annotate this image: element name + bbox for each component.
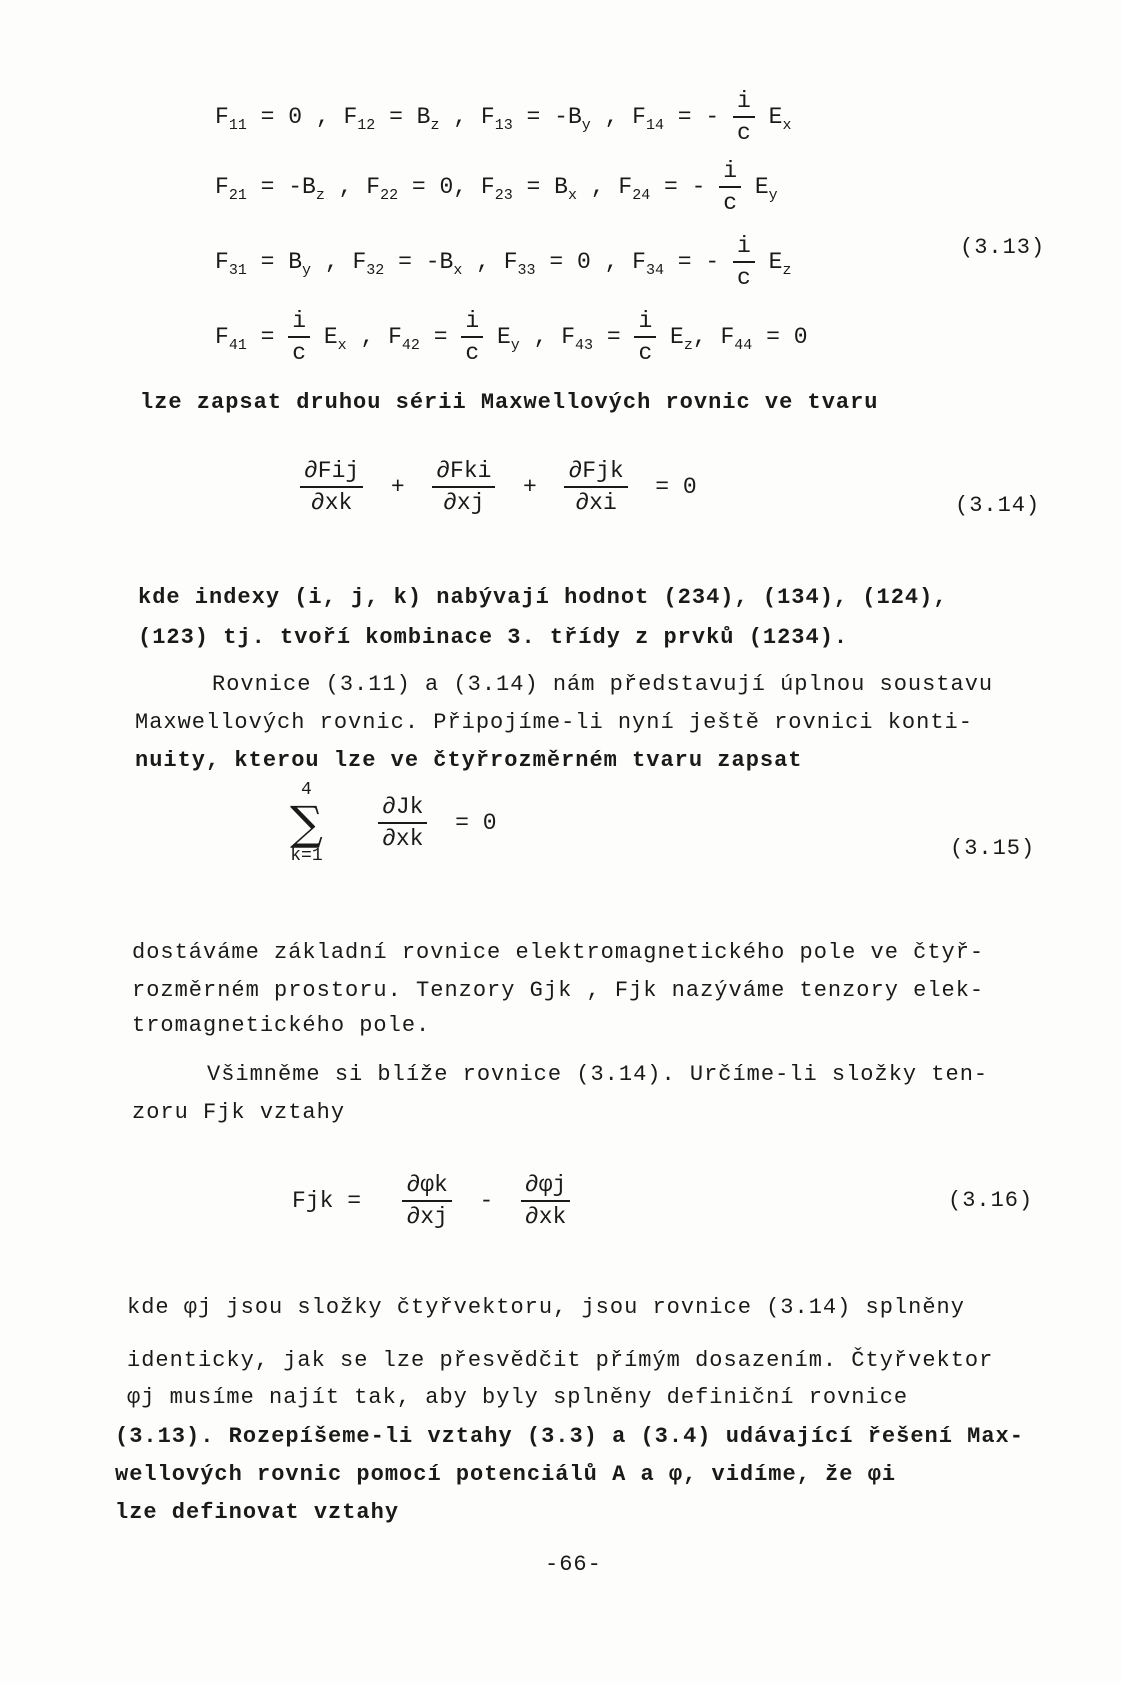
denominator: ∂xj [406, 1204, 448, 1230]
fraction-term-1 [300, 458, 363, 516]
fraction [378, 794, 427, 852]
paragraph-5-line-4: (3.13). Rozepíšeme-li vztahy (3.3) a (3.4) udávající řešení Max- [115, 1424, 1024, 1449]
equation-lhs: Fjk = [292, 1188, 362, 1215]
denominator: ∂xk [310, 490, 353, 516]
fraction-term-2 [521, 1172, 570, 1230]
paragraph-3-line-2: rozměrném prostoru. Tenzory Gjk , Fjk nazýváme tenzory elek- [132, 978, 985, 1003]
page-number: -66- [545, 1552, 602, 1577]
paragraph-5-line-1: kde φj jsou složky čtyřvektoru, jsou rovnice (3.14) splněny [127, 1295, 965, 1320]
equation-number-3-15: (3.15) [950, 836, 1036, 861]
paragraph-3-line-3: tromagnetického pole. [132, 1013, 431, 1038]
paragraph-5-line-2: identicky, jak se lze přesvědčit přímým dosazením. Čtyřvektor [127, 1348, 994, 1373]
sigma-icon: ∑ [290, 796, 323, 850]
numerator: ∂Fij [300, 458, 363, 488]
equation-rhs: = 0 [455, 810, 497, 837]
denominator: ∂xj [443, 490, 485, 516]
equation-number-3-13: (3.13) [960, 235, 1046, 260]
equation-3-13-row-1: $F_{11} = 0$ , $F_{12} = B_z$ , $F_{13} = -B_y$ , $F_{14}$ = - $\frac{i}{c}$ $E_x$ [215, 88, 792, 146]
paragraph-4-line-1: Všimněme si blíže rovnice (3.14). Určíme-li složky ten- [207, 1062, 989, 1087]
denominator: ∂xk [524, 1204, 567, 1230]
numerator: ∂Jk [378, 794, 427, 824]
paragraph-5-line-3: φj musíme najít tak, aby byly splněny definiční rovnice [127, 1385, 909, 1410]
equation-3-15 [290, 780, 497, 866]
fraction-term-2 [432, 458, 495, 516]
paragraph-3-line-1: dostáváme základní rovnice elektromagnetického pole ve čtyř- [132, 940, 985, 965]
numerator: ∂φj [521, 1172, 570, 1202]
paragraph-4-line-2: zoru Fjk vztahy [132, 1100, 346, 1125]
equation-3-16 [292, 1172, 570, 1230]
sum-lower-limit: k=1 [290, 846, 323, 866]
equation-3-14: $\frac{\text{∂Fij}}{\partial xk}$ + $\frac{\text{∂Fki}}{\partial xj}$ + $\frac{\text{∂Fjk}}{\partial xi}$ = 0 [300, 458, 697, 516]
sum-upper-limit: 4 [301, 780, 312, 800]
paragraph-1-line-1: kde indexy (i, j, k) nabývají hodnot (234), (134), (124), [138, 585, 948, 610]
denominator: ∂xi [575, 490, 617, 516]
fraction-term-1 [402, 1172, 451, 1230]
numerator: ∂φk [402, 1172, 451, 1202]
numerator: ∂Fjk [564, 458, 627, 488]
denominator: ∂xk [382, 826, 424, 852]
paragraph-5-line-5: wellových rovnic pomocí potenciálů A a φ, vidíme, že φi [115, 1462, 897, 1487]
equation-number-3-14: (3.14) [955, 493, 1041, 518]
equation-rhs: = 0 [655, 474, 697, 501]
paragraph-2-line-3: nuity, kterou lze ve čtyřrozměrném tvaru zapsat [135, 748, 803, 773]
equation-3-13-row-3: $F_{31} = B_y$ , $F_{32} = -B_x$ , $F_{33} = 0$ , $F_{34}$ = - $\frac{i}{c}$ $E_z$ [215, 233, 792, 291]
text-line-intro-3-14: lze zapsat druhou sérii Maxwellových rovnic ve tvaru [140, 390, 879, 415]
paragraph-2-line-2: Maxwellových rovnic. Připojíme-li nyní ještě rovnici konti- [135, 710, 973, 735]
equation-3-13-row-4: $F_{41}$ = $\frac{i}{c}$ $E_x$ , $F_{42}$ = $\frac{i}{c}$ $E_y$ , $F_{43}$ = $\frac{i}{c}$ $E_z$, $F_{44} = 0$ [215, 308, 808, 366]
equation-3-13-row-2: $F_{21} = -B_z$ , $F_{22} = 0$, $F_{23} = B_x$ , $F_{24}$ = - $\frac{i}{c}$ $E_y$ [215, 158, 778, 216]
summation [290, 780, 323, 866]
paragraph-2-line-1: Rovnice (3.11) a (3.14) nám představují úplnou soustavu [212, 672, 994, 697]
equation-number-3-16: (3.16) [948, 1188, 1034, 1213]
fraction-term-3 [564, 458, 627, 516]
minus-sign: - [479, 1188, 494, 1215]
paragraph-1-line-2: (123) tj. tvoří kombinace 3. třídy z prvků (1234). [138, 625, 849, 650]
paragraph-5-line-6: lze definovat vztahy [115, 1500, 400, 1525]
numerator: ∂Fki [432, 458, 495, 488]
